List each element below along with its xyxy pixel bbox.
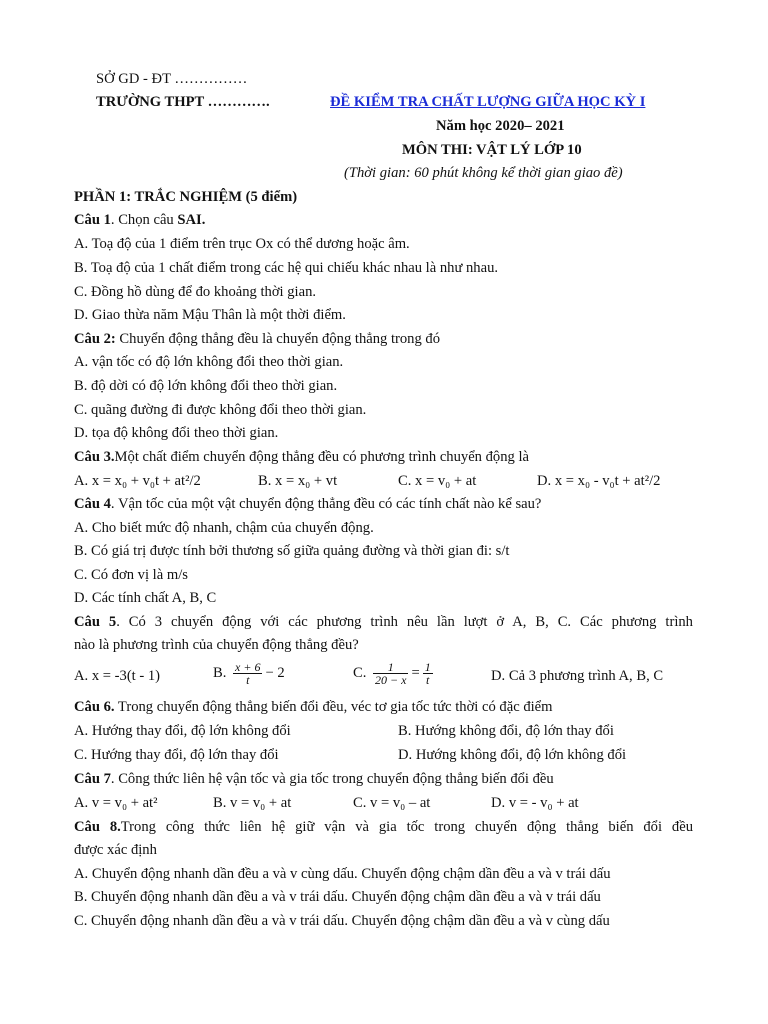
question-5-text-2: nào là phương trình của chuyển động thẳng đều? [74, 637, 359, 653]
q5-b-numerator: x + 6 [235, 660, 261, 675]
q7-option-b: B. v = v₀ + at [213, 795, 292, 811]
q6-option-d: D. Hướng không đổi, độ lớn không đổi [398, 747, 627, 763]
q5-c-numerator-1: 1 [387, 660, 394, 675]
q8-option-c: C. Chuyển động nhanh dần đều a và v trái dấu. Chuyển động chậm dần đều a và v cùng dấu [74, 913, 610, 929]
q1-option-d: D. Giao thừa năm Mậu Thân là một thời điểm. [74, 307, 346, 323]
question-8 [74, 818, 693, 836]
time-note: (Thời gian: 60 phút không kể thời gian giao đề) [344, 165, 623, 181]
question-3-text: Một chất điểm chuyển động thẳng đều có phương trình chuyển động là [114, 449, 529, 465]
question-2 [74, 330, 440, 348]
q3-option-d: D. x = x₀ - v₀t + at²/2 [537, 473, 661, 489]
question-3-label: Câu 3. [74, 449, 115, 465]
question-4-label: Câu 4 [74, 496, 111, 512]
question-7 [74, 770, 554, 788]
department-line: SỞ GD - ĐT …………… [96, 71, 248, 87]
q1-option-c: C. Đồng hồ dùng để đo khoảng thời gian. [74, 284, 317, 300]
q5-c-numerator-2: 1 [424, 660, 431, 675]
question-5 [74, 613, 693, 631]
q5-option-b-tail: − 2 [265, 665, 285, 681]
question-3 [74, 448, 529, 466]
school-year: Năm học 2020– 2021 [436, 118, 565, 134]
q5-b-denominator: t [233, 673, 262, 686]
q5-option-b-fraction [233, 661, 262, 686]
q2-option-a: A. vận tốc có độ lớn không đổi theo thời gian. [74, 354, 344, 370]
question-8-label: Câu 8. [74, 819, 121, 835]
q3-option-b: B. x = x₀ + vt [258, 473, 338, 489]
q5-option-b-label: B. [213, 665, 227, 681]
question-8-text-2: được xác định [74, 842, 157, 858]
q5-option-c-fraction-2 [423, 661, 433, 686]
question-8-text-1: Trong công thức liên hệ giữ vận và gia tốc trong chuyển động thẳng biến đổi đều [120, 819, 693, 835]
question-2-label: Câu 2: [74, 331, 116, 347]
question-1-emphasis: SAI. [177, 212, 206, 228]
q5-option-c-equals: = [411, 665, 420, 681]
q5-option-c [353, 658, 436, 688]
q7-option-a: A. v = v₀ + at² [74, 795, 158, 811]
question-5-text-1: . Có 3 chuyển động với các phương trình nêu lần lượt ở A, B, C. Các phương trình [116, 614, 693, 630]
q6-option-c: C. Hướng thay đổi, độ lớn thay đổi [74, 747, 279, 763]
question-1-text: . Chọn câu [110, 212, 178, 228]
question-5-label: Câu 5 [74, 614, 117, 630]
q6-option-b: B. Hướng không đổi, độ lớn thay đổi [398, 723, 614, 739]
question-1 [74, 211, 205, 229]
q4-option-b: B. Có giá trị được tính bởi thương số giữa quảng đường và thời gian đi: s/t [74, 543, 510, 559]
q2-option-b: B. độ dời có độ lớn không đổi theo thời gian. [74, 378, 338, 394]
question-4 [74, 495, 541, 513]
question-7-text: . Công thức liên hệ vận tốc và gia tốc trong chuyển động thẳng biến đổi đều [110, 771, 554, 787]
q3-option-c: C. x = v₀ + at [398, 473, 477, 489]
q2-option-c: C. quãng đường đi được không đổi theo thời gian. [74, 402, 367, 418]
subject-line: MÔN THI: VẬT LÝ LỚP 10 [402, 142, 582, 158]
q7-option-c: C. v = v₀ – at [353, 795, 431, 811]
q5-option-d: D. Cả 3 phương trình A, B, C [491, 668, 664, 684]
q5-option-c-fraction-1 [373, 661, 408, 686]
question-2-text: Chuyển động thẳng đều là chuyển động thẳng trong đó [115, 331, 441, 347]
school-line: TRƯỜNG THPT …………. [96, 94, 270, 110]
q5-c-denominator-2: t [423, 673, 433, 686]
q8-option-b: B. Chuyển động nhanh dần đều a và v trái dấu. Chuyển động chậm dần đều a và v trái dấu [74, 889, 601, 905]
q1-option-b: B. Toạ độ của 1 chất điểm trong các hệ qui chiếu khác nhau là như nhau. [74, 260, 499, 276]
question-6-text: Trong chuyển động thẳng biến đổi đều, véc tơ gia tốc tức thời có đặc điểm [114, 699, 553, 715]
q2-option-d: D. tọa độ không đổi theo thời gian. [74, 425, 279, 441]
q4-option-c: C. Có đơn vị là m/s [74, 567, 188, 583]
q5-option-a: A. x = -3(t - 1) [74, 668, 161, 684]
q5-option-b [213, 658, 285, 688]
q8-option-a: A. Chuyển động nhanh dần đều a và v cùng dấu. Chuyển động chậm dần đều a và v trái dấu [74, 866, 611, 882]
question-4-text: . Vận tốc của một vật chuyển động thẳng đều có các tính chất nào kể sau? [110, 496, 542, 512]
question-6-label: Câu 6. [74, 699, 115, 715]
q4-option-a: A. Cho biết mức độ nhanh, chậm của chuyển động. [74, 520, 374, 536]
exam-title: ĐỀ KIỂM TRA CHẤT LƯỢNG GIỮA HỌC KỲ I [330, 94, 646, 110]
question-6 [74, 698, 553, 716]
question-7-label: Câu 7 [74, 771, 111, 787]
q6-option-a: A. Hướng thay đổi, độ lớn không đổi [74, 723, 291, 739]
question-1-label: Câu 1 [74, 212, 111, 228]
section-title: PHẦN 1: TRẮC NGHIỆM (5 điểm) [74, 189, 298, 205]
q5-option-c-label: C. [353, 665, 367, 681]
q1-option-a: A. Toạ độ của 1 điểm trên trục Ox có thể dương hoặc âm. [74, 236, 410, 252]
q5-c-denominator-1: 20 − x [375, 673, 407, 688]
q4-option-d: D. Các tính chất A, B, C [74, 590, 217, 606]
q7-option-d: D. v = - v₀ + at [491, 795, 579, 811]
q3-option-a: A. x = x₀ + v₀t + at²/2 [74, 473, 201, 489]
